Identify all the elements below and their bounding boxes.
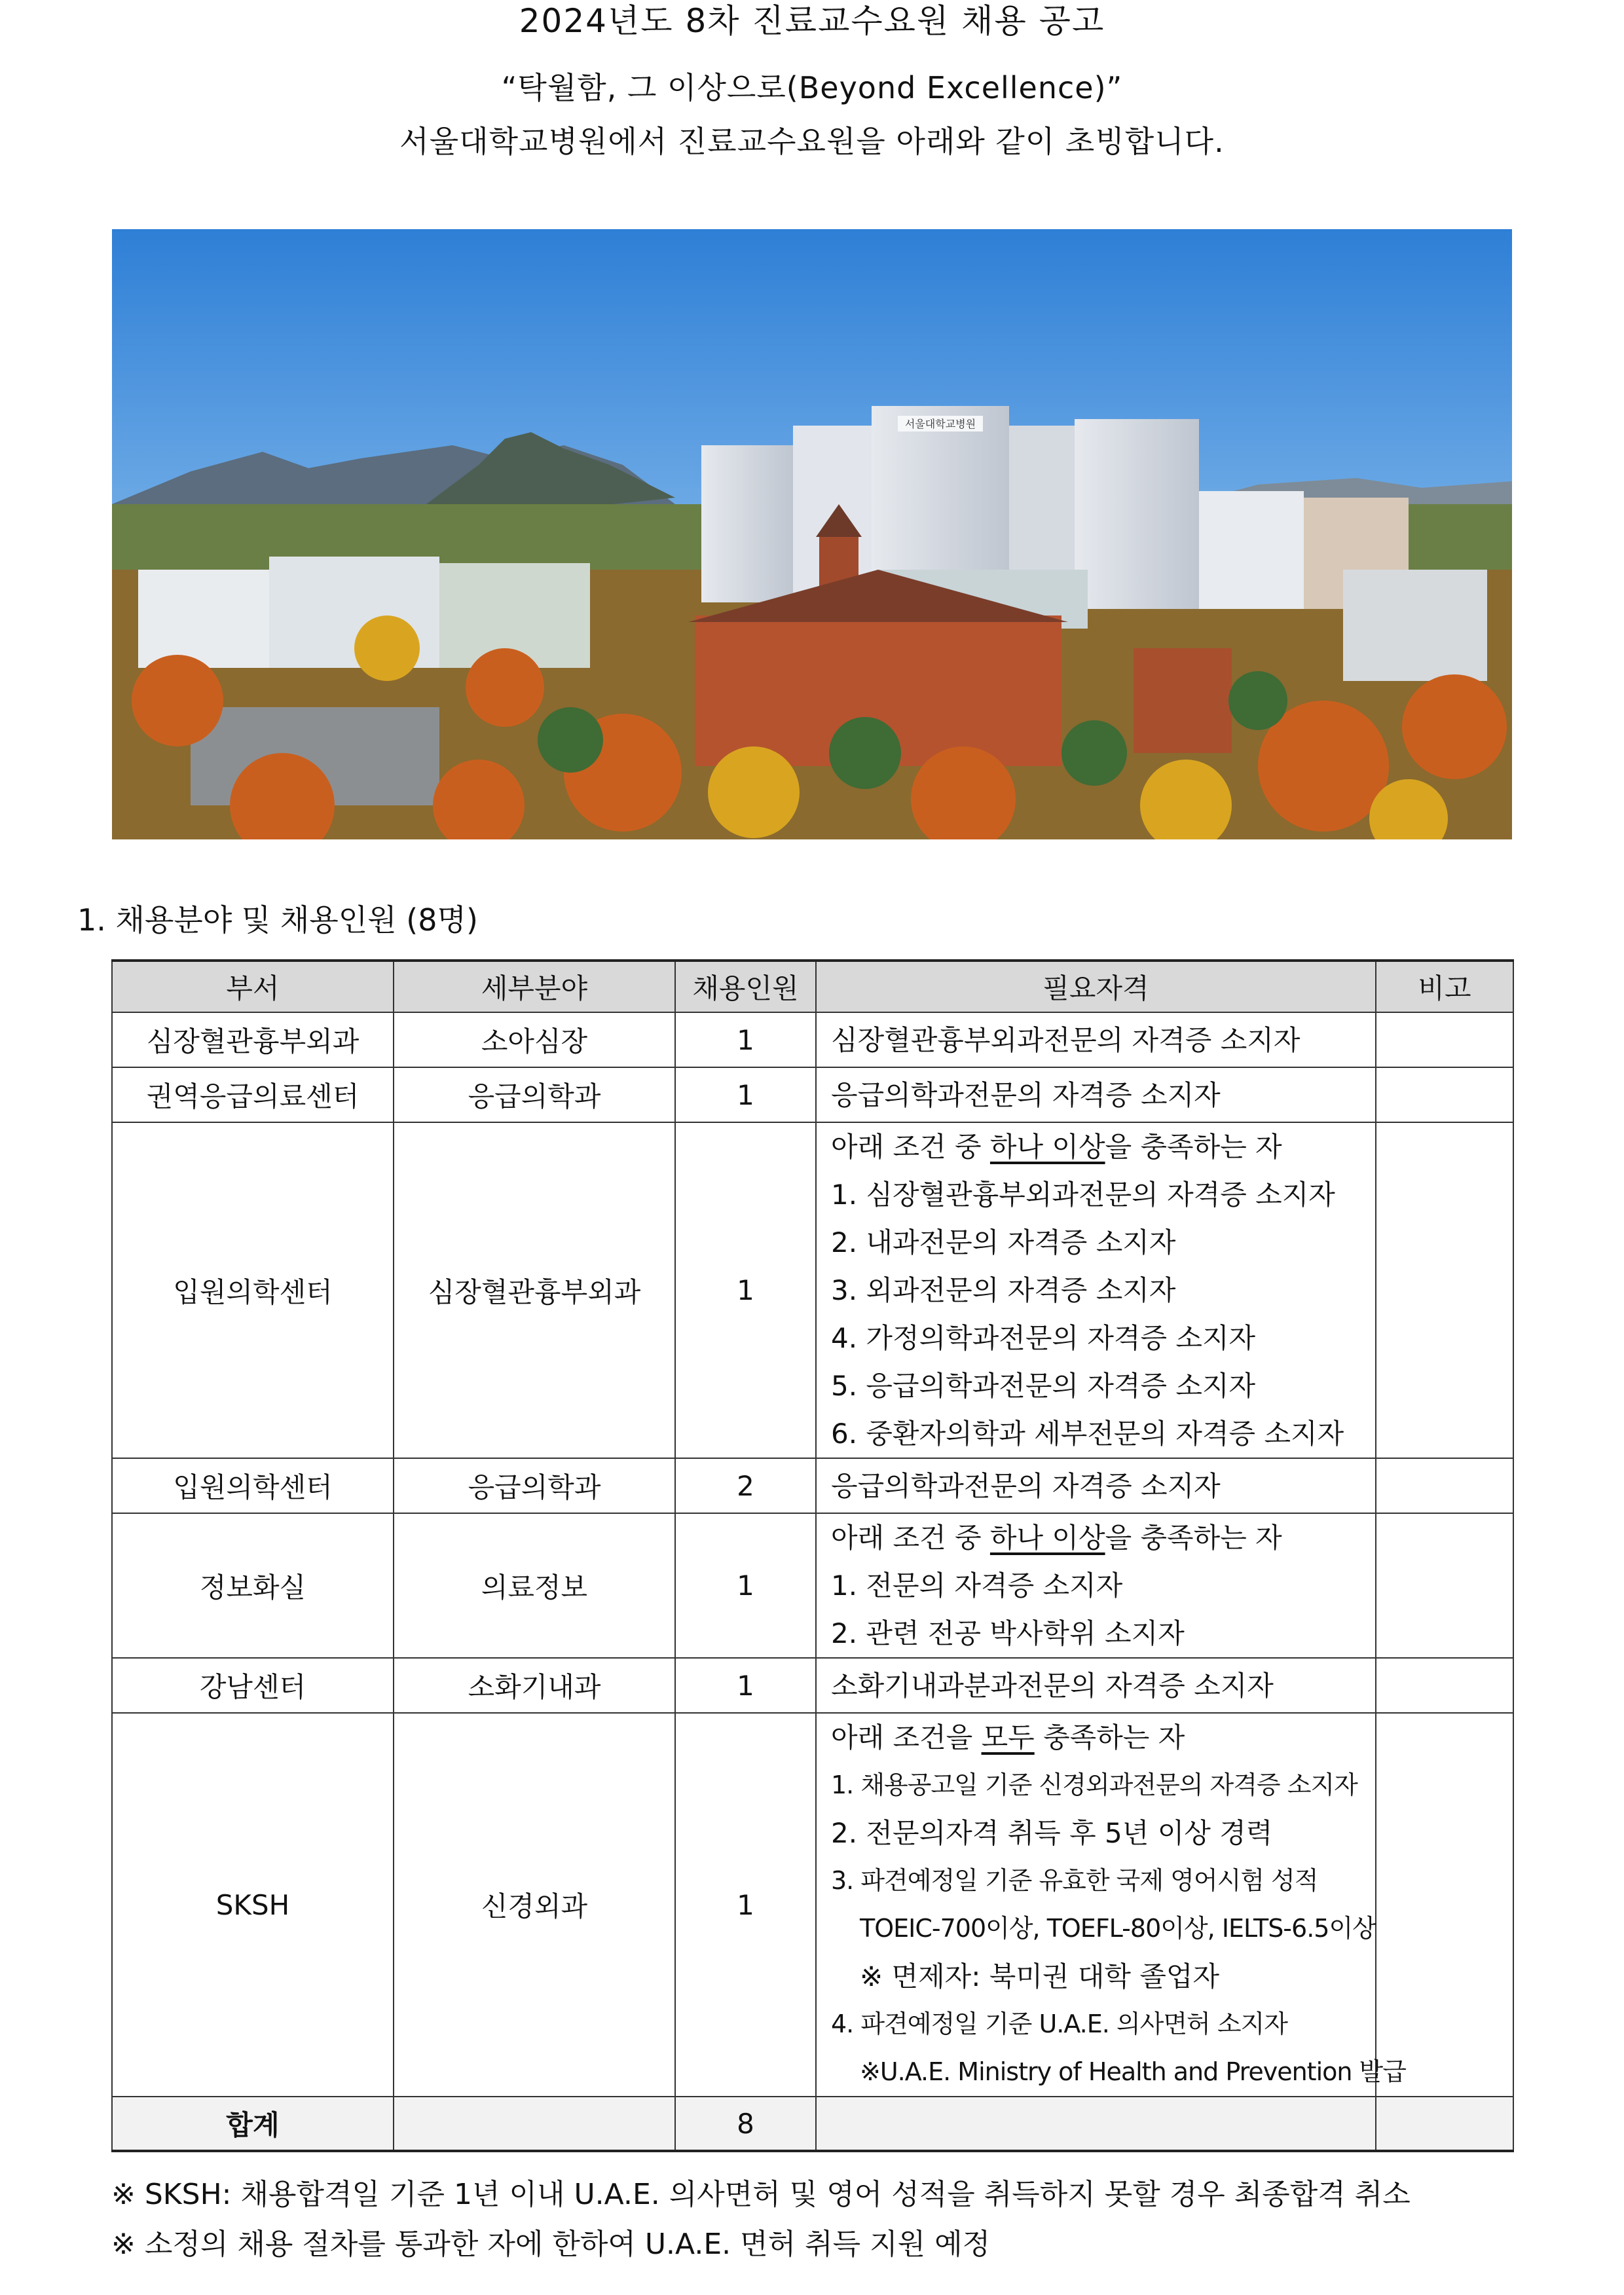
table-row (112, 1658, 1513, 1713)
requirement-cell: 응급의학과전문의 자격증 소지자 (816, 1067, 1376, 1122)
header-requirements: 필요자격 (816, 961, 1376, 1012)
dept-cell: 입원의학센터 (112, 1122, 394, 1458)
table-row (112, 1713, 1513, 2097)
field-cell: 신경외과 (394, 1713, 675, 2097)
remarks-cell (1376, 1658, 1513, 1713)
table-header-row (112, 961, 1513, 1012)
field-cell: 응급의학과 (394, 1458, 675, 1513)
remarks-cell (1376, 1458, 1513, 1513)
requirement-cell: 아래 조건 중 하나 이상을 충족하는 자 1. 전문의 자격증 소지자 2. 관련 전공 박사학위 소지자 (816, 1513, 1376, 1658)
field-cell: 의료정보 (394, 1513, 675, 1658)
remarks-cell (1376, 1713, 1513, 2097)
count-cell: 1 (675, 1713, 816, 2097)
dept-cell: 권역응급의료센터 (112, 1067, 394, 1122)
count-cell: 1 (675, 1012, 816, 1067)
requirement-cell: 심장혈관흉부외과전문의 자격증 소지자 (816, 1012, 1376, 1067)
requirement-cell: 아래 조건 중 하나 이상을 충족하는 자 1. 심장혈관흉부외과전문의 자격증 소지자 2. 내과전문의 자격증 소지자 3. 외과전문의 자격증 소지자 4. 가정의학과전문의 자격증 소지자 5. 응급의학과전문의 자격증 소지자 6. 중환자의학과 세부전문의 자격증 소지자 (816, 1122, 1376, 1458)
dept-cell: 강남센터 (112, 1658, 394, 1713)
hospital-sign-text: 서울대학교병원 (904, 418, 976, 430)
total-label: 합계 (112, 2097, 394, 2151)
header-remarks: 비고 (1376, 961, 1513, 1012)
remarks-cell (1376, 1067, 1513, 1122)
page-title: 2024년도 8차 진료교수요원 채용 공고 (519, 2, 1105, 40)
table-row (112, 1458, 1513, 1513)
condition-intro: 아래 조건 중 하나 이상을 충족하는 자 (831, 1131, 1282, 1163)
dept-cell: 심장혈관흉부외과 (112, 1012, 394, 1067)
remarks-cell (1376, 1513, 1513, 1658)
count-cell: 1 (675, 1122, 816, 1458)
requirement-cell: 아래 조건을 모두 충족하는 자 1. 채용공고일 기준 신경외과전문의 자격증 소지자 2. 전문의자격 취득 후 5년 이상 경력 3. 파견예정일 기준 유효한 국제 영어시험 성적 TOEIC-700이상, TOEFL-80이상, IELTS-6.5이상 ※ 면제자: 북미권 대학 졸업자 4. 파견예정일 기준 U.A.E. 의사면허 소지자 ※U.A.E. Ministry of Health and Prevention 발급 (816, 1713, 1376, 2097)
total-field-cell (394, 2097, 675, 2151)
slogan-quote: “탁월함, 그 이상으로(Beyond Excellence)” (501, 70, 1123, 105)
count-cell: 1 (675, 1067, 816, 1122)
invitation-text: 서울대학교병원에서 진료교수요원을 아래와 같이 초빙합니다. (399, 124, 1225, 159)
field-cell: 소아심장 (394, 1012, 675, 1067)
table-row (112, 1122, 1513, 1458)
field-cell: 소화기내과 (394, 1658, 675, 1713)
header-dept: 부서 (112, 961, 394, 1012)
field-cell: 심장혈관흉부외과 (394, 1122, 675, 1458)
header-count: 채용인원 (675, 961, 816, 1012)
field-cell: 응급의학과 (394, 1067, 675, 1122)
requirement-cell: 응급의학과전문의 자격증 소지자 (816, 1458, 1376, 1513)
footnote-sksh: ※ SKSH: 채용합격일 기준 1년 이내 U.A.E. 의사면허 및 영어 성적을 취득하지 못할 경우 최종합격 취소 (111, 2178, 1411, 2211)
table-row (112, 1012, 1513, 1067)
section-heading: 1. 채용분야 및 채용인원 (8명) (77, 902, 478, 938)
condition-intro: 아래 조건 중 하나 이상을 충족하는 자 (831, 1522, 1282, 1554)
count-cell: 1 (675, 1513, 816, 1658)
footnote-license-support: ※ 소정의 채용 절차를 통과한 자에 한하여 U.A.E. 면허 취득 지원 예정 (111, 2228, 991, 2261)
table-row (112, 1067, 1513, 1122)
count-cell: 1 (675, 1658, 816, 1713)
table-row (112, 1513, 1513, 1658)
total-remarks-cell (1376, 2097, 1513, 2151)
remarks-cell (1376, 1012, 1513, 1067)
condition-intro: 아래 조건을 모두 충족하는 자 (831, 1721, 1185, 1753)
total-requirement-cell (816, 2097, 1376, 2151)
remarks-cell (1376, 1122, 1513, 1458)
recruitment-table (111, 959, 1514, 2152)
dept-cell: 정보화실 (112, 1513, 394, 1658)
dept-cell: SKSH (112, 1713, 394, 2097)
requirement-cell: 소화기내과분과전문의 자격증 소지자 (816, 1658, 1376, 1713)
count-cell: 2 (675, 1458, 816, 1513)
hospital-campus-photo (112, 229, 1512, 839)
header-field: 세부분야 (394, 961, 675, 1012)
total-row (112, 2097, 1513, 2151)
total-count: 8 (675, 2097, 816, 2151)
dept-cell: 입원의학센터 (112, 1458, 394, 1513)
